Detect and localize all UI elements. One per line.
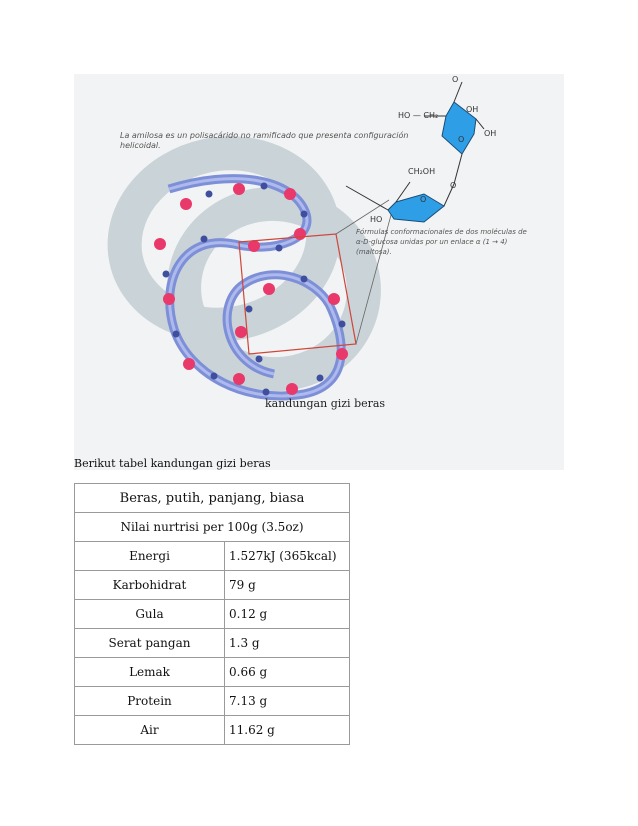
table-row	[75, 687, 350, 716]
row-label: Karbohidrat	[75, 571, 225, 600]
amylose-helix-illustration	[74, 74, 564, 470]
side-note-line2: α-D-glucosa unidas por un enlace α (1 → 4)	[356, 238, 508, 246]
row-value: 11.62 g	[225, 716, 350, 745]
table-row	[75, 716, 350, 745]
table-row	[75, 658, 350, 687]
svg-text:HO — CH₂: HO — CH₂	[398, 111, 439, 120]
intro-text: Berikut tabel kandungan gizi beras	[74, 457, 271, 470]
row-label: Lemak	[75, 658, 225, 687]
row-label: Energi	[75, 542, 225, 571]
helix-ribbon	[109, 135, 375, 386]
svg-text:O: O	[452, 75, 459, 84]
side-note-line3: (maltosa).	[356, 248, 392, 256]
svg-text:HO: HO	[370, 215, 383, 224]
row-label: Protein	[75, 687, 225, 716]
svg-text:OH: OH	[466, 105, 479, 114]
table-title-row	[75, 484, 350, 513]
figure-heading-line2: helicoidal.	[120, 141, 161, 150]
glucose-ring-lower	[388, 194, 444, 222]
row-value: 1.527kJ (365kcal)	[225, 542, 350, 571]
svg-text:O: O	[450, 181, 457, 190]
table-row	[75, 542, 350, 571]
svg-text:O: O	[458, 135, 465, 144]
row-label: Serat pangan	[75, 629, 225, 658]
table-subtitle: Nilai nurtrisi per 100g (3.5oz)	[75, 513, 350, 542]
row-label: Gula	[75, 600, 225, 629]
nutrition-table	[74, 483, 350, 745]
side-note-line1: Fórmulas conformacionales de dos moléculas de	[356, 228, 527, 236]
table-subtitle-row	[75, 513, 350, 542]
svg-text:OH: OH	[484, 129, 497, 138]
svg-text:CH₂OH: CH₂OH	[408, 167, 436, 176]
row-label: Air	[75, 716, 225, 745]
svg-text:O: O	[420, 195, 427, 204]
maltose-structure	[346, 75, 496, 224]
table-row	[75, 571, 350, 600]
row-value: 0.66 g	[225, 658, 350, 687]
row-value: 79 g	[225, 571, 350, 600]
row-value: 7.13 g	[225, 687, 350, 716]
row-value: 0.12 g	[225, 600, 350, 629]
table-row	[75, 600, 350, 629]
figure-caption: kandungan gizi beras	[265, 397, 386, 410]
figure-heading-line1: La amilosa es un polisacárido no ramificado que presenta configuración	[120, 131, 409, 140]
table-row	[75, 629, 350, 658]
amylose-figure	[74, 74, 564, 470]
table-title: Beras, putih, panjang, biasa	[75, 484, 350, 513]
row-value: 1.3 g	[225, 629, 350, 658]
